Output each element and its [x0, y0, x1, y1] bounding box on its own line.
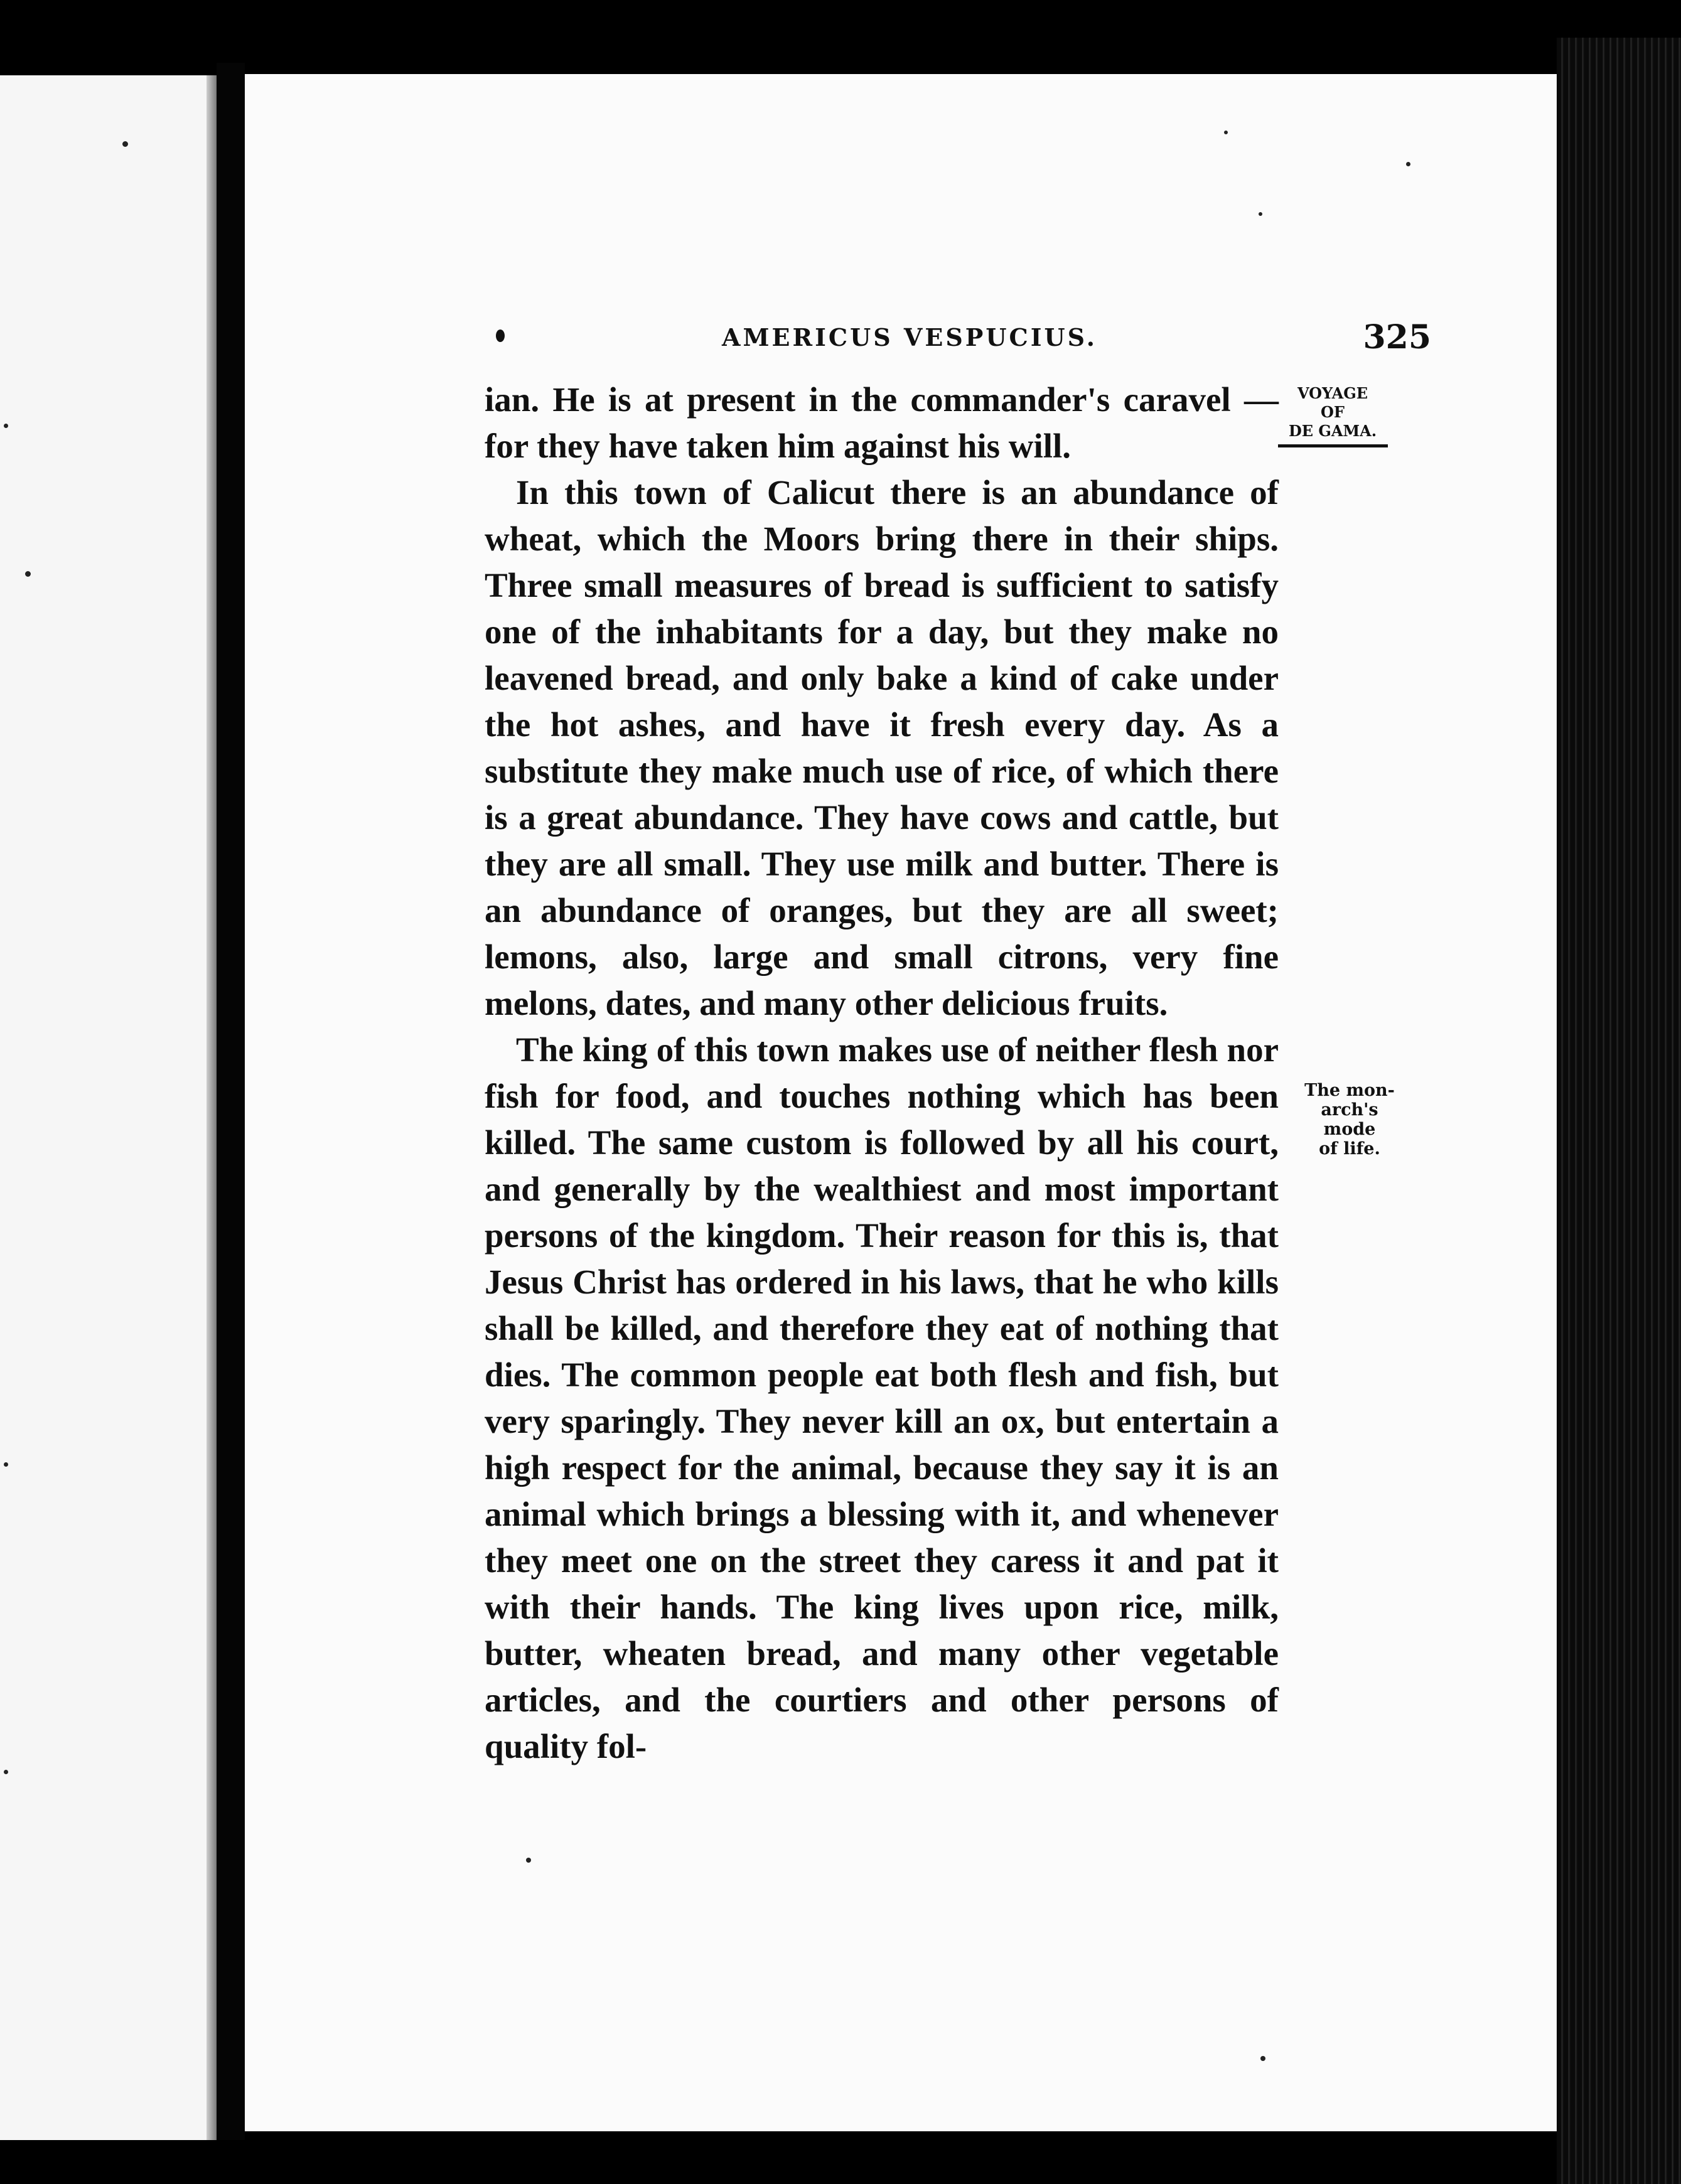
- marginal-note-line: The mon-: [1304, 1081, 1395, 1100]
- speck: [1224, 131, 1228, 134]
- speck: [122, 141, 128, 147]
- speck: [4, 1770, 8, 1774]
- speck: [4, 424, 8, 428]
- running-head: [477, 318, 1437, 361]
- marginal-note-line: of life.: [1319, 1139, 1380, 1159]
- marginal-note-monarch: [1293, 1081, 1406, 1159]
- speck: [1260, 2056, 1265, 2061]
- page-number: 325: [1363, 318, 1431, 356]
- bullet-mark: [496, 329, 505, 342]
- book-gutter: [217, 63, 245, 2140]
- marginal-note-rule: [1278, 444, 1388, 447]
- marginal-note-line: VOYAGE: [1297, 384, 1368, 402]
- marginal-note-line: arch's mode: [1321, 1100, 1378, 1139]
- speck: [1406, 162, 1410, 166]
- speck: [526, 1858, 531, 1863]
- running-head-title: AMERICUS VESPUCIUS.: [722, 323, 1097, 351]
- left-page-fragment: [0, 75, 217, 2140]
- speck: [25, 571, 31, 577]
- right-page-edges: [1557, 38, 1681, 2184]
- left-page-edge: [207, 75, 217, 2140]
- paragraph-king: The king of this town makes use of neither flesh nor fish for food, and touches nothing which has been killed. The same custom is followed by all his court, and generally by the wealthiest and most important persons of the kingdom. Their reason for this is, that Jesus Christ has ordered in his laws, that he who kills shall be killed, and therefore they eat of nothing that dies. The common people eat both flesh and fish, but very sparingly. They never kill an ox, but entertain a high respect for the animal, because they say it is an animal which brings a blessing with it, and whenever they meet one on the street they caress it and pat it with their hands. The king lives upon rice, milk, butter, wheaten bread, and many other vegetable articles, and the courtiers and other persons of quality fol-: [485, 1030, 1279, 1765]
- marginal-note-voyage: [1273, 384, 1392, 447]
- marginal-note-line: DE GAMA.: [1288, 422, 1377, 440]
- paragraph-continuation: ian. He is at present in the commander's caravel —for they have taken him against his will.: [485, 380, 1279, 465]
- speck: [1259, 212, 1262, 216]
- speck: [4, 1462, 8, 1467]
- paragraph-calicut: In this town of Calicut there is an abundance of wheat, which the Moors bring there in their ships. Three small measures of bread is sufficient to satisfy one of the inhabitants for a day, but they make no leavened bread, and only bake a kind of cake under the hot ashes, and have it fresh every day. As a substitute they make much use of rice, of which there is a great abundance. They have cows and cattle, but they are all small. They use milk and butter. There is an abundance of oranges, but they are all sweet; lemons, also, large and small citrons, very fine melons, dates, and many other delicious fruits.: [485, 473, 1279, 1022]
- marginal-note-line: OF: [1321, 403, 1345, 421]
- body-text: [485, 377, 1279, 1770]
